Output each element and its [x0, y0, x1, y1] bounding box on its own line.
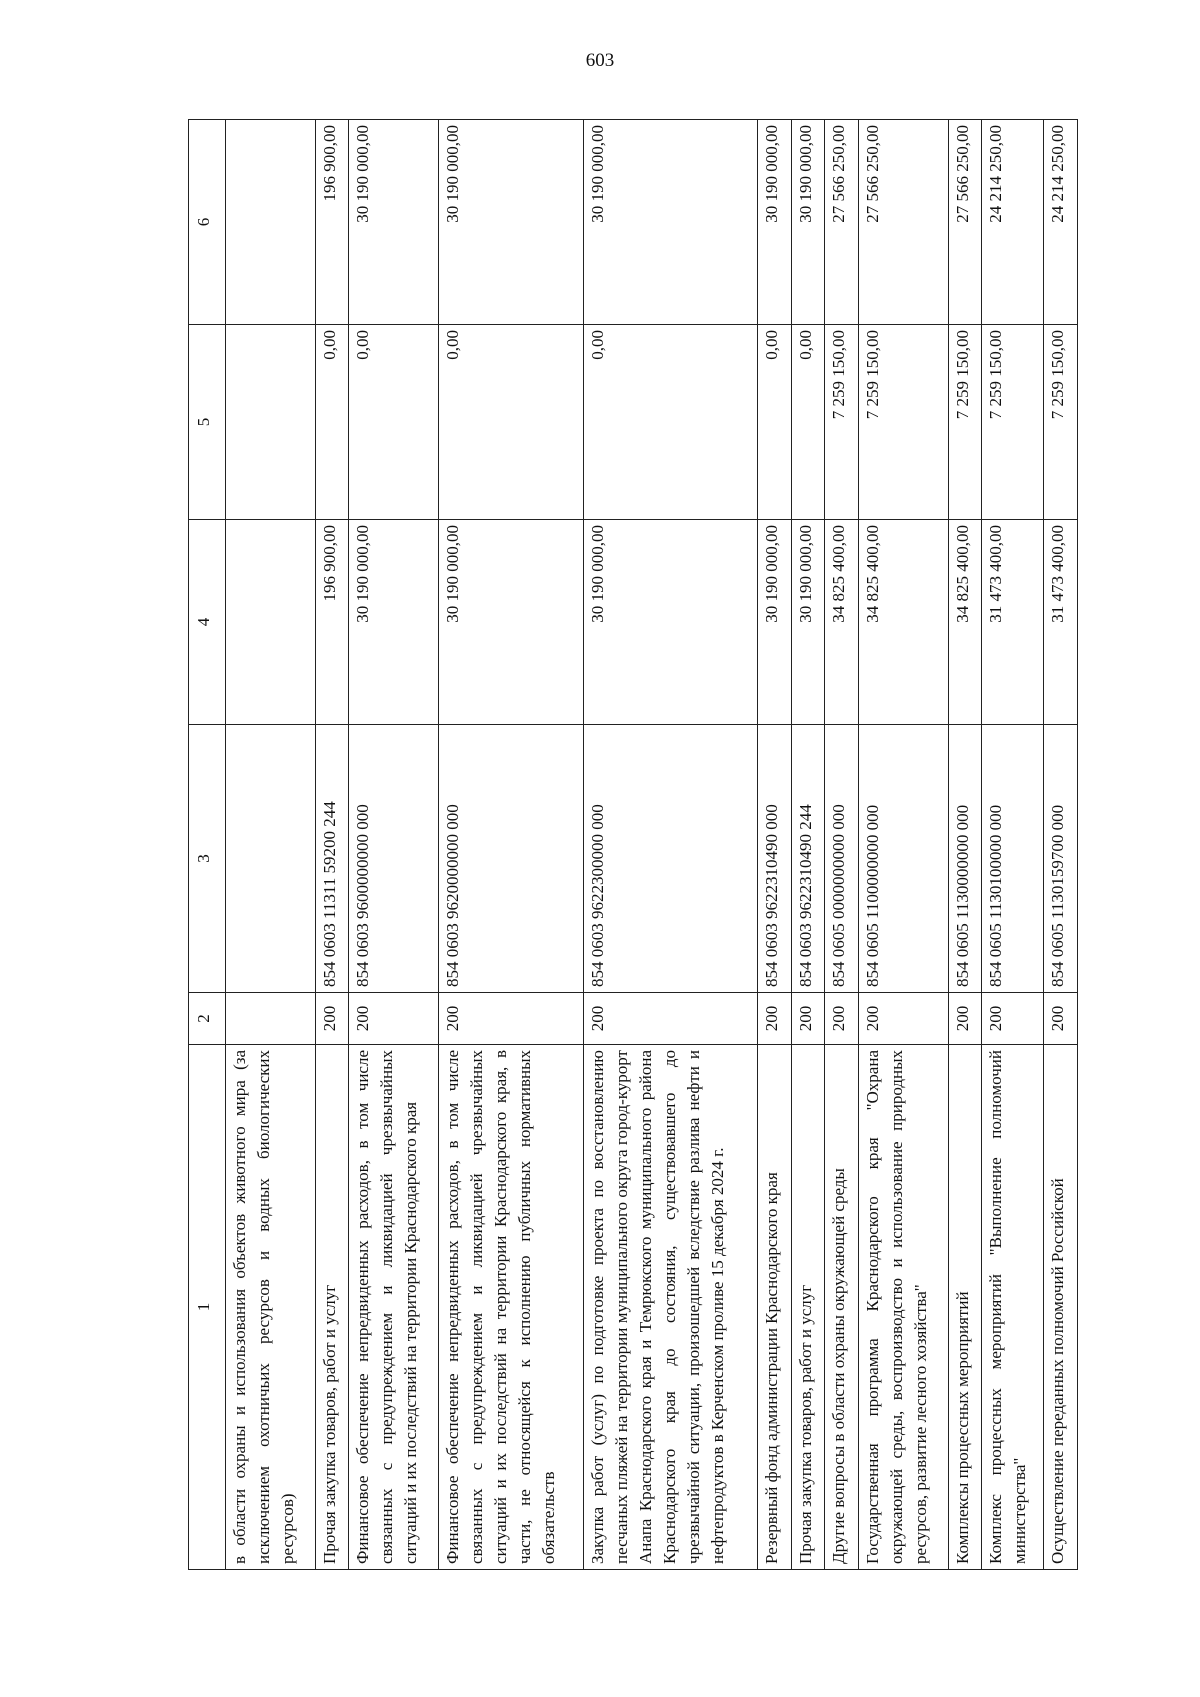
- row-amount-total: 30 190 000,00: [757, 520, 791, 725]
- row-amount-regional: 196 900,00: [315, 120, 349, 325]
- row-budget-code: 854 0605 1100000000 000: [859, 725, 949, 993]
- row-amount-regional: 30 190 000,00: [438, 120, 583, 325]
- row-amount-total: 31 473 400,00: [1044, 520, 1078, 725]
- row-amount-federal: 7 259 150,00: [1044, 325, 1078, 520]
- row-description: Закупка работ (услуг) по подготовке проекта по восстановлению песчаных пляжей на территории муниципального округа город-курорт Анапа Краснодарского края и Темрюкского муниципального района Краснодарского края до состояния, существовавшего до чрезвычайной ситуации, произошедшей вследствие разлива нефти и нефтепродуктов в Керченском проливе 15 декабря 2024 г.: [584, 1045, 757, 1570]
- budget-table-wrapper: [188, 120, 1078, 1570]
- row-amount-total: 34 825 400,00: [948, 520, 982, 725]
- row-type-code: 200: [315, 993, 349, 1045]
- row-description: Комплекс процессных мероприятий "Выполнение полномочий министерства": [982, 1045, 1044, 1570]
- table-row: [438, 120, 583, 1570]
- row-amount-regional: 30 190 000,00: [349, 120, 439, 325]
- row-amount-total: 30 190 000,00: [349, 520, 439, 725]
- row-description: Государственная программа Краснодарского края "Охрана окружающей среды, воспроизводство и использование природных ресурсов, развитие лесного хозяйства": [859, 1045, 949, 1570]
- row-amount-federal: 7 259 150,00: [825, 325, 859, 520]
- table-row: [948, 120, 982, 1570]
- column-header: 5: [189, 325, 226, 520]
- row-amount-total: 34 825 400,00: [825, 520, 859, 725]
- row-type-code: 200: [791, 993, 825, 1045]
- table-row: [1044, 120, 1078, 1570]
- table-row: [757, 120, 791, 1570]
- table-row: [825, 120, 859, 1570]
- row-type-code: 200: [1044, 993, 1078, 1045]
- table-row: [859, 120, 949, 1570]
- row-budget-code: 854 0603 11311 59200 244: [315, 725, 349, 993]
- row-budget-code: 854 0605 1130000000 000: [948, 725, 982, 993]
- row-description: Прочая закупка товаров, работ и услуг: [315, 1045, 349, 1570]
- row-description: в области охраны и использования объектов животного мира (за исключением охотничьих ресурсов и водных биологических ресурсов): [226, 1045, 316, 1570]
- row-amount-regional: [226, 120, 316, 325]
- row-budget-code: 854 0603 9620000000 000: [438, 725, 583, 993]
- table-row: [226, 120, 316, 1570]
- row-budget-code: 854 0603 9600000000 000: [349, 725, 439, 993]
- row-budget-code: 854 0605 1130159700 000: [1044, 725, 1078, 993]
- row-type-code: 200: [825, 993, 859, 1045]
- row-amount-regional: 30 190 000,00: [791, 120, 825, 325]
- row-budget-code: 854 0603 9622300000 000: [584, 725, 757, 993]
- row-amount-regional: 30 190 000,00: [584, 120, 757, 325]
- row-description: Осуществление переданных полномочий Российской: [1044, 1045, 1078, 1570]
- row-amount-federal: 7 259 150,00: [982, 325, 1044, 520]
- row-amount-regional: 24 214 250,00: [982, 120, 1044, 325]
- row-type-code: 200: [859, 993, 949, 1045]
- row-budget-code: 854 0603 9622310490 000: [757, 725, 791, 993]
- row-description: Прочая закупка товаров, работ и услуг: [791, 1045, 825, 1570]
- row-amount-regional: 24 214 250,00: [1044, 120, 1078, 325]
- row-amount-total: [226, 520, 316, 725]
- row-amount-federal: 0,00: [791, 325, 825, 520]
- row-amount-federal: 0,00: [438, 325, 583, 520]
- row-type-code: 200: [982, 993, 1044, 1045]
- row-budget-code: 854 0605 1130100000 000: [982, 725, 1044, 993]
- row-description: Финансовое обеспечение непредвиденных расходов, в том числе связанных с предупреждением и ликвидацией чрезвычайных ситуаций и их последствий на территории Краснодарского края, в части, не относящейся к исполнению публичных нормативных обязательств: [438, 1045, 583, 1570]
- row-amount-regional: 27 566 250,00: [825, 120, 859, 325]
- row-amount-federal: [226, 325, 316, 520]
- row-amount-federal: 7 259 150,00: [948, 325, 982, 520]
- table-row: [349, 120, 439, 1570]
- column-header: 3: [189, 725, 226, 993]
- row-type-code: 200: [948, 993, 982, 1045]
- row-amount-regional: 30 190 000,00: [757, 120, 791, 325]
- row-type-code: 200: [757, 993, 791, 1045]
- row-budget-code: [226, 725, 316, 993]
- column-header: 4: [189, 520, 226, 725]
- row-amount-federal: 0,00: [584, 325, 757, 520]
- column-header: 2: [189, 993, 226, 1045]
- row-type-code: 200: [349, 993, 439, 1045]
- table-row: [791, 120, 825, 1570]
- budget-table: [188, 119, 1078, 1570]
- table-row: [982, 120, 1044, 1570]
- table-row: [315, 120, 349, 1570]
- table-body: [226, 120, 1078, 1570]
- row-description: Комплексы процессных мероприятий: [948, 1045, 982, 1570]
- row-type-code: 200: [584, 993, 757, 1045]
- row-amount-regional: 27 566 250,00: [948, 120, 982, 325]
- row-budget-code: 854 0603 9622310490 244: [791, 725, 825, 993]
- row-amount-total: 34 825 400,00: [859, 520, 949, 725]
- row-budget-code: 854 0605 0000000000 000: [825, 725, 859, 993]
- row-amount-federal: 7 259 150,00: [859, 325, 949, 520]
- row-amount-total: 30 190 000,00: [791, 520, 825, 725]
- row-type-code: [226, 993, 316, 1045]
- row-amount-federal: 0,00: [349, 325, 439, 520]
- row-amount-total: 30 190 000,00: [584, 520, 757, 725]
- page-number: 603: [585, 50, 615, 71]
- row-amount-total: 30 190 000,00: [438, 520, 583, 725]
- table-header-row: [189, 120, 226, 1570]
- column-header: 6: [189, 120, 226, 325]
- row-amount-regional: 27 566 250,00: [859, 120, 949, 325]
- row-description: Резервный фонд администрации Краснодарского края: [757, 1045, 791, 1570]
- row-amount-federal: 0,00: [757, 325, 791, 520]
- row-amount-total: 196 900,00: [315, 520, 349, 725]
- table-row: [584, 120, 757, 1570]
- row-description: Другие вопросы в области охраны окружающей среды: [825, 1045, 859, 1570]
- row-amount-federal: 0,00: [315, 325, 349, 520]
- row-description: Финансовое обеспечение непредвиденных расходов, в том числе связанных с предупреждением и ликвидацией чрезвычайных ситуаций и их последствий на территории Краснодарского края: [349, 1045, 439, 1570]
- column-header: 1: [189, 1045, 226, 1570]
- row-amount-total: 31 473 400,00: [982, 520, 1044, 725]
- row-type-code: 200: [438, 993, 583, 1045]
